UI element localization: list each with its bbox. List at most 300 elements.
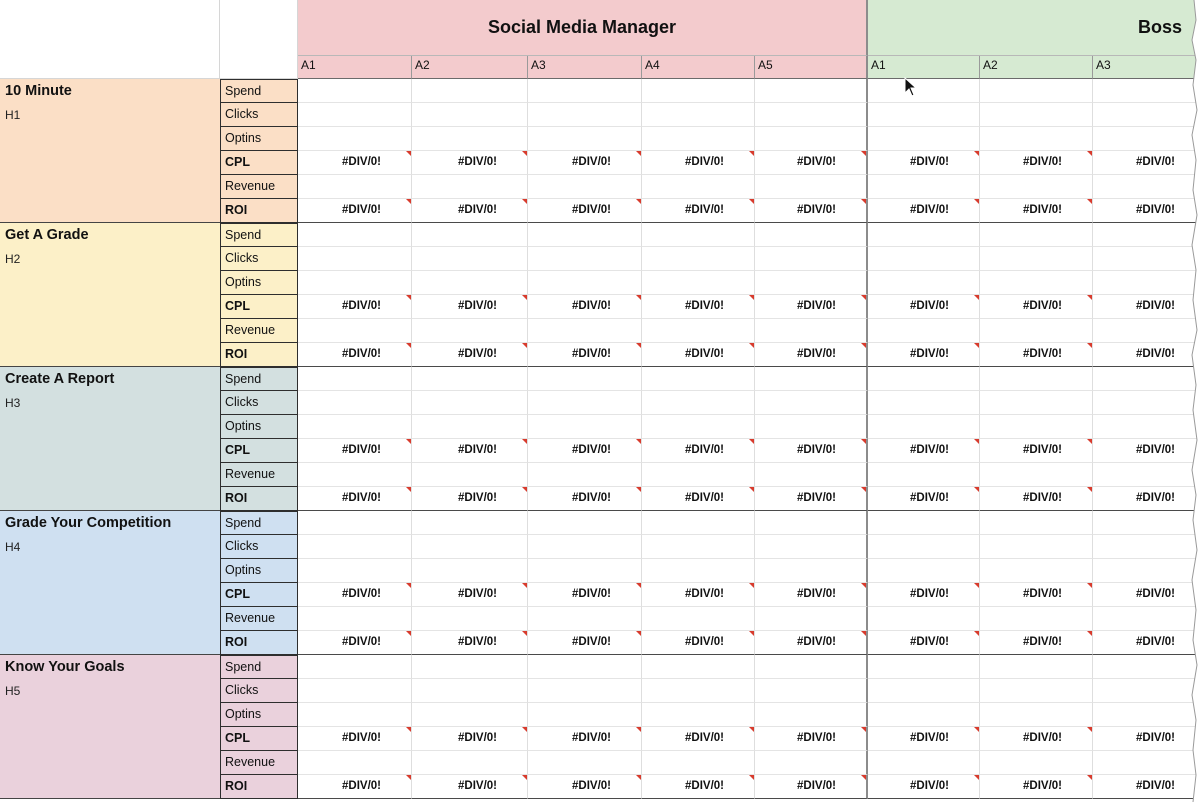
error-cell[interactable]: #DIV/0! bbox=[1093, 151, 1200, 175]
error-flag-icon bbox=[1087, 343, 1092, 348]
data-cell[interactable] bbox=[528, 223, 642, 247]
data-cell[interactable] bbox=[980, 703, 1093, 727]
data-cell[interactable] bbox=[868, 415, 980, 439]
error-cell[interactable]: #DIV/0! bbox=[1093, 487, 1200, 511]
data-cell[interactable] bbox=[642, 655, 755, 679]
data-cell[interactable] bbox=[980, 319, 1093, 343]
data-cell[interactable] bbox=[868, 607, 980, 631]
error-cell[interactable]: #DIV/0! bbox=[528, 439, 642, 463]
data-cell[interactable] bbox=[868, 319, 980, 343]
error-cell[interactable]: #DIV/0! bbox=[412, 199, 528, 223]
column-header[interactable]: A5 bbox=[755, 56, 868, 79]
data-cell[interactable] bbox=[868, 535, 980, 559]
data-cell[interactable] bbox=[412, 415, 528, 439]
column-header[interactable]: A2 bbox=[412, 56, 528, 79]
error-cell[interactable]: #DIV/0! bbox=[868, 151, 980, 175]
error-cell[interactable]: #DIV/0! bbox=[412, 439, 528, 463]
error-flag-icon bbox=[636, 583, 641, 588]
error-cell[interactable]: #DIV/0! bbox=[755, 727, 868, 751]
metric-label[interactable]: ROI bbox=[220, 343, 298, 367]
data-cell[interactable] bbox=[528, 703, 642, 727]
section-name[interactable]: 10 Minute bbox=[5, 83, 72, 99]
data-cell[interactable] bbox=[298, 679, 412, 703]
data-cell[interactable] bbox=[980, 415, 1093, 439]
column-header[interactable]: A4 bbox=[642, 56, 755, 79]
metric-label[interactable]: Revenue bbox=[220, 607, 298, 631]
error-cell[interactable]: #DIV/0! bbox=[642, 343, 755, 367]
error-flag-icon bbox=[1087, 727, 1092, 732]
metric-label[interactable]: ROI bbox=[220, 775, 298, 799]
error-cell[interactable]: #DIV/0! bbox=[980, 439, 1093, 463]
data-cell[interactable] bbox=[298, 751, 412, 775]
data-cell[interactable] bbox=[412, 679, 528, 703]
data-cell[interactable] bbox=[642, 103, 755, 127]
data-cell[interactable] bbox=[980, 607, 1093, 631]
data-cell[interactable] bbox=[298, 175, 412, 199]
data-cell[interactable] bbox=[298, 463, 412, 487]
data-cell[interactable] bbox=[528, 103, 642, 127]
metric-label[interactable]: Spend bbox=[220, 511, 298, 535]
data-cell[interactable] bbox=[298, 415, 412, 439]
data-cell[interactable] bbox=[868, 79, 980, 103]
error-flag-icon bbox=[974, 295, 979, 300]
data-cell[interactable] bbox=[642, 535, 755, 559]
error-flag-icon bbox=[1087, 775, 1092, 780]
metric-label[interactable]: ROI bbox=[220, 199, 298, 223]
error-cell[interactable]: #DIV/0! bbox=[868, 295, 980, 319]
error-cell[interactable]: #DIV/0! bbox=[868, 343, 980, 367]
error-cell[interactable]: #DIV/0! bbox=[980, 631, 1093, 655]
metric-label[interactable]: Clicks bbox=[220, 535, 298, 559]
data-cell[interactable] bbox=[412, 463, 528, 487]
error-cell[interactable]: #DIV/0! bbox=[412, 343, 528, 367]
data-cell[interactable] bbox=[298, 367, 412, 391]
data-cell[interactable] bbox=[755, 223, 868, 247]
data-cell[interactable] bbox=[755, 535, 868, 559]
metric-label[interactable]: Revenue bbox=[220, 175, 298, 199]
data-cell[interactable] bbox=[868, 367, 980, 391]
metric-label[interactable]: Revenue bbox=[220, 751, 298, 775]
data-cell[interactable] bbox=[755, 559, 868, 583]
section-code[interactable]: H5 bbox=[5, 684, 21, 698]
metric-label[interactable]: Optins bbox=[220, 703, 298, 727]
data-cell[interactable] bbox=[528, 367, 642, 391]
data-cell[interactable] bbox=[298, 319, 412, 343]
error-cell[interactable]: #DIV/0! bbox=[755, 487, 868, 511]
error-cell[interactable]: #DIV/0! bbox=[755, 343, 868, 367]
error-flag-icon bbox=[636, 295, 641, 300]
data-cell[interactable] bbox=[298, 535, 412, 559]
data-cell[interactable] bbox=[980, 367, 1093, 391]
error-cell[interactable]: #DIV/0! bbox=[1093, 775, 1200, 799]
error-cell[interactable]: #DIV/0! bbox=[412, 487, 528, 511]
corner-cell[interactable] bbox=[0, 0, 220, 79]
data-cell[interactable] bbox=[412, 559, 528, 583]
data-cell[interactable] bbox=[980, 391, 1093, 415]
error-cell[interactable]: #DIV/0! bbox=[980, 199, 1093, 223]
data-cell[interactable] bbox=[528, 175, 642, 199]
error-cell[interactable]: #DIV/0! bbox=[755, 439, 868, 463]
error-flag-icon bbox=[974, 727, 979, 732]
data-cell[interactable] bbox=[868, 223, 980, 247]
error-cell[interactable]: #DIV/0! bbox=[642, 199, 755, 223]
error-cell[interactable]: #DIV/0! bbox=[642, 487, 755, 511]
metric-label[interactable]: Spend bbox=[220, 367, 298, 391]
error-cell[interactable]: #DIV/0! bbox=[298, 295, 412, 319]
data-cell[interactable] bbox=[642, 511, 755, 535]
error-cell[interactable]: #DIV/0! bbox=[298, 727, 412, 751]
data-cell[interactable] bbox=[755, 175, 868, 199]
metric-label[interactable]: Clicks bbox=[220, 391, 298, 415]
data-cell[interactable] bbox=[980, 247, 1093, 271]
data-cell[interactable] bbox=[755, 247, 868, 271]
error-cell[interactable]: #DIV/0! bbox=[642, 583, 755, 607]
section-code[interactable]: H2 bbox=[5, 252, 21, 266]
data-cell[interactable] bbox=[642, 607, 755, 631]
data-cell[interactable] bbox=[868, 559, 980, 583]
metric-label[interactable]: Optins bbox=[220, 415, 298, 439]
error-flag-icon bbox=[861, 631, 866, 636]
data-cell[interactable] bbox=[980, 463, 1093, 487]
data-cell[interactable] bbox=[642, 79, 755, 103]
metric-label[interactable]: CPL bbox=[220, 583, 298, 607]
error-cell[interactable]: #DIV/0! bbox=[528, 631, 642, 655]
data-cell[interactable] bbox=[528, 559, 642, 583]
data-cell[interactable] bbox=[298, 247, 412, 271]
data-cell[interactable] bbox=[298, 703, 412, 727]
data-cell[interactable] bbox=[412, 391, 528, 415]
data-cell[interactable] bbox=[980, 679, 1093, 703]
data-cell[interactable] bbox=[980, 535, 1093, 559]
metric-label[interactable]: Spend bbox=[220, 223, 298, 247]
data-cell[interactable] bbox=[755, 751, 868, 775]
data-cell[interactable] bbox=[642, 559, 755, 583]
data-cell[interactable] bbox=[642, 367, 755, 391]
error-cell[interactable]: #DIV/0! bbox=[528, 487, 642, 511]
error-cell[interactable]: #DIV/0! bbox=[528, 343, 642, 367]
data-cell[interactable] bbox=[868, 247, 980, 271]
data-cell[interactable] bbox=[755, 655, 868, 679]
data-cell[interactable] bbox=[642, 463, 755, 487]
section-name[interactable]: Know Your Goals bbox=[5, 659, 125, 675]
data-cell[interactable] bbox=[528, 415, 642, 439]
data-cell[interactable] bbox=[298, 271, 412, 295]
data-cell[interactable] bbox=[412, 367, 528, 391]
section-name[interactable]: Get A Grade bbox=[5, 227, 89, 243]
data-cell[interactable] bbox=[528, 391, 642, 415]
error-flag-icon bbox=[749, 487, 754, 492]
section-code[interactable]: H4 bbox=[5, 540, 21, 554]
error-cell[interactable]: #DIV/0! bbox=[868, 727, 980, 751]
error-flag-icon bbox=[1087, 487, 1092, 492]
error-flag-icon bbox=[749, 343, 754, 348]
metric-label[interactable]: CPL bbox=[220, 295, 298, 319]
section-code[interactable]: H3 bbox=[5, 396, 21, 410]
error-cell[interactable]: #DIV/0! bbox=[755, 631, 868, 655]
group-header[interactable]: Boss bbox=[868, 0, 1200, 56]
data-cell[interactable] bbox=[980, 271, 1093, 295]
error-cell[interactable]: #DIV/0! bbox=[298, 583, 412, 607]
data-cell[interactable] bbox=[755, 103, 868, 127]
error-cell[interactable]: #DIV/0! bbox=[1093, 727, 1200, 751]
data-cell[interactable] bbox=[642, 223, 755, 247]
error-cell[interactable]: #DIV/0! bbox=[980, 151, 1093, 175]
error-cell[interactable]: #DIV/0! bbox=[755, 151, 868, 175]
data-cell[interactable] bbox=[642, 415, 755, 439]
error-cell[interactable]: #DIV/0! bbox=[642, 727, 755, 751]
data-cell[interactable] bbox=[980, 103, 1093, 127]
data-cell[interactable] bbox=[868, 511, 980, 535]
error-cell[interactable]: #DIV/0! bbox=[980, 727, 1093, 751]
error-cell[interactable]: #DIV/0! bbox=[642, 439, 755, 463]
error-flag-icon bbox=[861, 295, 866, 300]
data-cell[interactable] bbox=[980, 559, 1093, 583]
data-cell[interactable] bbox=[868, 271, 980, 295]
data-cell[interactable] bbox=[298, 79, 412, 103]
data-cell[interactable] bbox=[528, 655, 642, 679]
data-cell[interactable] bbox=[642, 127, 755, 151]
data-cell[interactable] bbox=[528, 607, 642, 631]
data-cell[interactable] bbox=[528, 319, 642, 343]
metric-label[interactable]: Clicks bbox=[220, 103, 298, 127]
error-cell[interactable]: #DIV/0! bbox=[642, 295, 755, 319]
data-cell[interactable] bbox=[868, 703, 980, 727]
error-cell[interactable]: #DIV/0! bbox=[298, 151, 412, 175]
error-cell[interactable]: #DIV/0! bbox=[980, 295, 1093, 319]
data-cell[interactable] bbox=[412, 703, 528, 727]
error-cell[interactable]: #DIV/0! bbox=[412, 775, 528, 799]
data-cell[interactable] bbox=[412, 247, 528, 271]
data-cell[interactable] bbox=[980, 511, 1093, 535]
data-cell[interactable] bbox=[412, 103, 528, 127]
error-cell[interactable]: #DIV/0! bbox=[868, 439, 980, 463]
corner-cell[interactable] bbox=[220, 0, 298, 79]
column-header[interactable]: A3 bbox=[1093, 56, 1200, 79]
error-cell[interactable]: #DIV/0! bbox=[1093, 631, 1200, 655]
data-cell[interactable] bbox=[412, 271, 528, 295]
data-cell[interactable] bbox=[642, 751, 755, 775]
metric-label[interactable]: Clicks bbox=[220, 679, 298, 703]
data-cell[interactable] bbox=[980, 223, 1093, 247]
error-flag-icon bbox=[636, 151, 641, 156]
data-cell[interactable] bbox=[412, 127, 528, 151]
data-cell[interactable] bbox=[755, 391, 868, 415]
metric-label[interactable]: Spend bbox=[220, 79, 298, 103]
error-cell[interactable]: #DIV/0! bbox=[528, 295, 642, 319]
metric-label[interactable]: ROI bbox=[220, 487, 298, 511]
group-header[interactable]: Social Media Manager bbox=[298, 0, 868, 56]
error-flag-icon bbox=[861, 151, 866, 156]
error-cell[interactable]: #DIV/0! bbox=[755, 295, 868, 319]
data-cell[interactable] bbox=[868, 127, 980, 151]
data-cell[interactable] bbox=[298, 607, 412, 631]
error-flag-icon bbox=[636, 343, 641, 348]
data-cell[interactable] bbox=[755, 79, 868, 103]
data-cell[interactable] bbox=[298, 103, 412, 127]
error-cell[interactable]: #DIV/0! bbox=[412, 583, 528, 607]
data-cell[interactable] bbox=[868, 751, 980, 775]
error-cell[interactable]: #DIV/0! bbox=[868, 631, 980, 655]
error-flag-icon bbox=[974, 151, 979, 156]
data-cell[interactable] bbox=[755, 511, 868, 535]
error-cell[interactable]: #DIV/0! bbox=[755, 775, 868, 799]
data-cell[interactable] bbox=[755, 463, 868, 487]
data-cell[interactable] bbox=[980, 79, 1093, 103]
metric-label[interactable]: Clicks bbox=[220, 247, 298, 271]
error-cell[interactable]: #DIV/0! bbox=[980, 343, 1093, 367]
data-cell[interactable] bbox=[868, 655, 980, 679]
data-cell[interactable] bbox=[755, 319, 868, 343]
data-cell[interactable] bbox=[412, 319, 528, 343]
error-cell[interactable]: #DIV/0! bbox=[528, 775, 642, 799]
error-cell[interactable]: #DIV/0! bbox=[642, 775, 755, 799]
data-cell[interactable] bbox=[298, 511, 412, 535]
data-cell[interactable] bbox=[868, 175, 980, 199]
data-cell[interactable] bbox=[642, 319, 755, 343]
data-cell[interactable] bbox=[528, 79, 642, 103]
data-cell[interactable] bbox=[755, 367, 868, 391]
error-cell[interactable]: #DIV/0! bbox=[980, 775, 1093, 799]
error-flag-icon bbox=[1087, 583, 1092, 588]
error-cell[interactable]: #DIV/0! bbox=[868, 583, 980, 607]
error-flag-icon bbox=[406, 775, 411, 780]
error-cell[interactable]: #DIV/0! bbox=[298, 487, 412, 511]
error-cell[interactable]: #DIV/0! bbox=[298, 199, 412, 223]
error-flag-icon bbox=[974, 775, 979, 780]
error-cell[interactable]: #DIV/0! bbox=[298, 775, 412, 799]
error-flag-icon bbox=[861, 199, 866, 204]
error-cell[interactable]: #DIV/0! bbox=[868, 775, 980, 799]
error-cell[interactable]: #DIV/0! bbox=[528, 727, 642, 751]
error-cell[interactable]: #DIV/0! bbox=[298, 439, 412, 463]
error-cell[interactable]: #DIV/0! bbox=[980, 487, 1093, 511]
metric-label[interactable]: Spend bbox=[220, 655, 298, 679]
data-cell[interactable] bbox=[412, 535, 528, 559]
section-name[interactable]: Grade Your Competition bbox=[5, 515, 172, 531]
data-cell[interactable] bbox=[528, 247, 642, 271]
error-cell[interactable]: #DIV/0! bbox=[980, 583, 1093, 607]
metric-label[interactable]: CPL bbox=[220, 151, 298, 175]
metric-label[interactable]: ROI bbox=[220, 631, 298, 655]
data-cell[interactable] bbox=[755, 607, 868, 631]
data-cell[interactable] bbox=[980, 655, 1093, 679]
metric-label[interactable]: Optins bbox=[220, 559, 298, 583]
metric-label[interactable]: Revenue bbox=[220, 319, 298, 343]
error-cell[interactable]: #DIV/0! bbox=[412, 631, 528, 655]
data-cell[interactable] bbox=[298, 223, 412, 247]
data-cell[interactable] bbox=[642, 175, 755, 199]
error-cell[interactable]: #DIV/0! bbox=[412, 151, 528, 175]
error-cell[interactable]: #DIV/0! bbox=[1093, 583, 1200, 607]
data-cell[interactable] bbox=[755, 679, 868, 703]
error-flag-icon bbox=[522, 727, 527, 732]
column-header[interactable]: A1 bbox=[868, 56, 980, 79]
data-cell[interactable] bbox=[980, 127, 1093, 151]
data-cell[interactable] bbox=[528, 463, 642, 487]
error-cell[interactable]: #DIV/0! bbox=[755, 199, 868, 223]
data-cell[interactable] bbox=[528, 535, 642, 559]
error-cell[interactable]: #DIV/0! bbox=[298, 631, 412, 655]
metric-label[interactable]: Optins bbox=[220, 271, 298, 295]
error-cell[interactable]: #DIV/0! bbox=[755, 583, 868, 607]
error-flag-icon bbox=[1087, 199, 1092, 204]
metric-label[interactable]: CPL bbox=[220, 439, 298, 463]
data-cell[interactable] bbox=[298, 127, 412, 151]
error-cell[interactable]: #DIV/0! bbox=[1093, 343, 1200, 367]
data-cell[interactable] bbox=[412, 607, 528, 631]
data-cell[interactable] bbox=[528, 679, 642, 703]
data-cell[interactable] bbox=[412, 511, 528, 535]
data-cell[interactable] bbox=[642, 679, 755, 703]
error-cell[interactable]: #DIV/0! bbox=[1093, 439, 1200, 463]
error-cell[interactable]: #DIV/0! bbox=[868, 487, 980, 511]
metric-label[interactable]: CPL bbox=[220, 727, 298, 751]
data-cell[interactable] bbox=[755, 703, 868, 727]
data-cell[interactable] bbox=[528, 751, 642, 775]
metric-label[interactable]: Revenue bbox=[220, 463, 298, 487]
data-cell[interactable] bbox=[980, 751, 1093, 775]
section-code[interactable]: H1 bbox=[5, 108, 21, 122]
data-cell[interactable] bbox=[642, 247, 755, 271]
error-flag-icon bbox=[522, 343, 527, 348]
data-cell[interactable] bbox=[298, 655, 412, 679]
error-cell[interactable]: #DIV/0! bbox=[412, 295, 528, 319]
data-cell[interactable] bbox=[412, 751, 528, 775]
data-cell[interactable] bbox=[528, 511, 642, 535]
data-cell[interactable] bbox=[412, 175, 528, 199]
error-flag-icon bbox=[522, 151, 527, 156]
data-cell[interactable] bbox=[528, 127, 642, 151]
data-cell[interactable] bbox=[642, 271, 755, 295]
data-cell[interactable] bbox=[868, 103, 980, 127]
error-cell[interactable]: #DIV/0! bbox=[642, 631, 755, 655]
column-header[interactable]: A2 bbox=[980, 56, 1093, 79]
section-name[interactable]: Create A Report bbox=[5, 371, 115, 387]
column-header[interactable]: A3 bbox=[528, 56, 642, 79]
error-cell[interactable]: #DIV/0! bbox=[528, 199, 642, 223]
data-cell[interactable] bbox=[980, 175, 1093, 199]
data-cell[interactable] bbox=[642, 391, 755, 415]
error-flag-icon bbox=[974, 631, 979, 636]
data-cell[interactable] bbox=[642, 703, 755, 727]
data-cell[interactable] bbox=[298, 559, 412, 583]
error-cell[interactable]: #DIV/0! bbox=[412, 727, 528, 751]
data-cell[interactable] bbox=[868, 679, 980, 703]
data-cell[interactable] bbox=[755, 271, 868, 295]
data-cell[interactable] bbox=[755, 127, 868, 151]
error-cell[interactable]: #DIV/0! bbox=[868, 199, 980, 223]
error-cell[interactable]: #DIV/0! bbox=[528, 583, 642, 607]
error-flag-icon bbox=[749, 439, 754, 444]
data-cell[interactable] bbox=[868, 391, 980, 415]
error-cell[interactable]: #DIV/0! bbox=[642, 151, 755, 175]
error-flag-icon bbox=[974, 583, 979, 588]
data-cell[interactable] bbox=[755, 415, 868, 439]
data-cell[interactable] bbox=[298, 391, 412, 415]
data-cell[interactable] bbox=[868, 463, 980, 487]
column-header[interactable]: A1 bbox=[298, 56, 412, 79]
data-cell[interactable] bbox=[528, 271, 642, 295]
data-cell[interactable] bbox=[412, 223, 528, 247]
error-cell[interactable]: #DIV/0! bbox=[1093, 199, 1200, 223]
error-cell[interactable]: #DIV/0! bbox=[1093, 295, 1200, 319]
data-cell[interactable] bbox=[412, 79, 528, 103]
error-cell[interactable]: #DIV/0! bbox=[528, 151, 642, 175]
torn-page-edge bbox=[1184, 0, 1200, 802]
metric-label[interactable]: Optins bbox=[220, 127, 298, 151]
data-cell[interactable] bbox=[412, 655, 528, 679]
error-cell[interactable]: #DIV/0! bbox=[298, 343, 412, 367]
